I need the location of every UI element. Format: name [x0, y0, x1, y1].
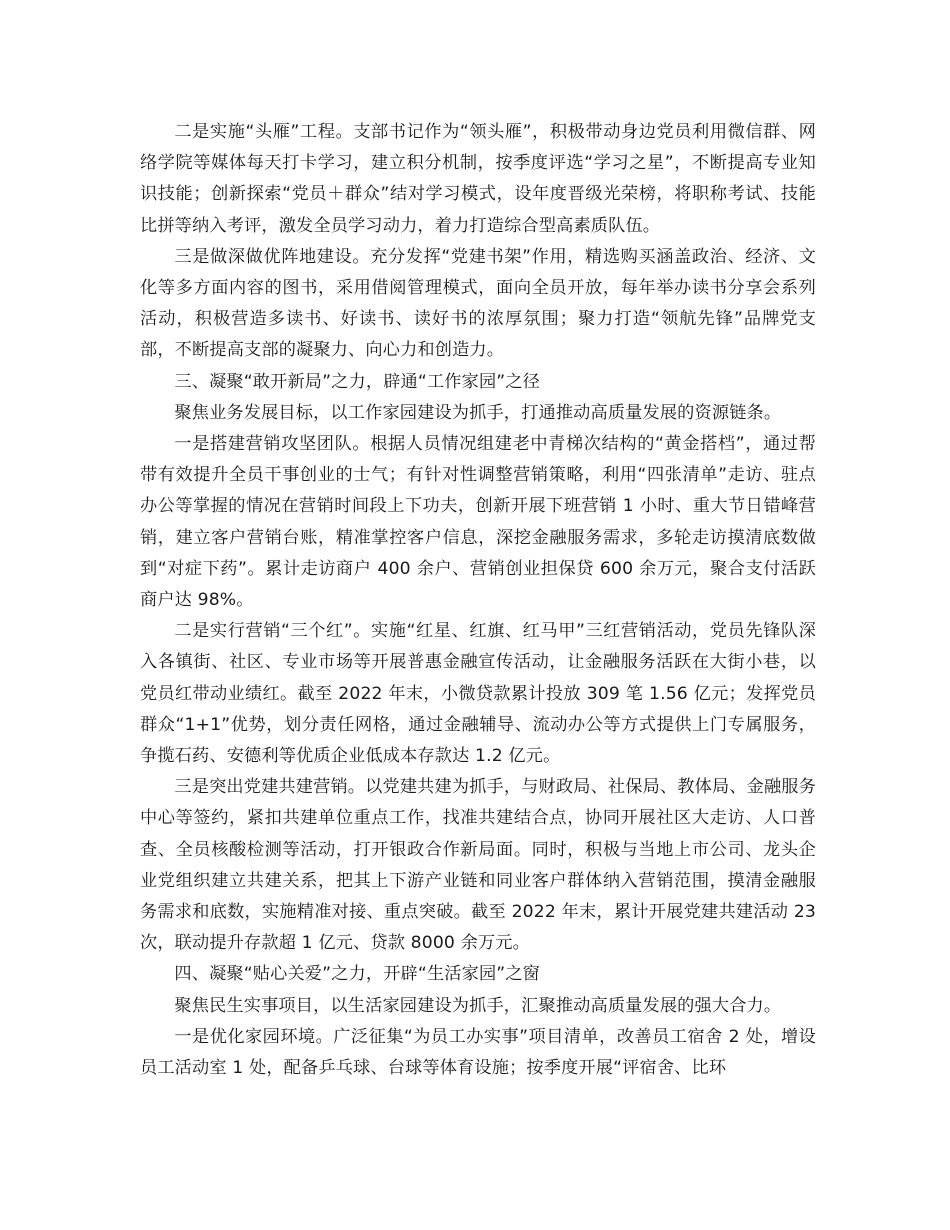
paragraph-home-environment: 一是优化家园环境。广泛征集“为员工办实事”项目清单，改善员工宿舍 2 处，增设员工活动室 1 处，配备乒乓球、台球等体育设施；按季度开展“评宿舍、比环 [140, 1026, 816, 1079]
document-body [140, 117, 816, 1084]
paragraph-toutou-project: 二是实施“头雁”工程。支部书记作为“领头雁”，积极带动身边党员利用微信群、网络学院等媒体每天打卡学习，建立积分机制，按季度评选“学习之星”，不断提高专业知识技能；创新探索“党员＋群众”结对学习模式，设年度晋级光荣榜，将职称考试、技能比拼等纳入考评，激发全员学习动力，着力打造综合型高素质队伍。 [140, 122, 816, 236]
paragraph-position-building: 三是做深做优阵地建设。充分发挥“党建书架”作用，精选购买涵盖政治、经济、文化等多方面内容的图书，采用借阅管理模式，面向全员开放，每年举办读书分享会系列活动，积极营造多读书、好读书、读好书的浓厚氛围；聚力打造“领航先锋”品牌党支部，不断提高支部的凝聚力、向心力和创造力。 [140, 246, 816, 361]
paragraph-three-red: 二是实行营销“三个红”。实施“红星、红旗、红马甲”三红营销活动，党员先锋队深入各镇街、社区、专业市场等开展普惠金融宣传活动，让金融服务活跃在大街小巷，以党员红带动业绩红。截至 2022 年末，小微贷款累计投放 309 笔 1.56 亿元；发挥党员群众“1+1”优势，划分责任网格，通过金融辅导、流动办公等方式提供上门专属服务，争揽石药、安德利等优质企业低成本存款达 1.2 亿元。 [140, 621, 816, 767]
paragraph-party-coconstruction: 三是突出党建共建营销。以党建共建为抓手，与财政局、社保局、教体局、金融服务中心等签约，紧扣共建单位重点工作，找准共建结合点，协同开展社区大走访、人口普查、全员核酸检测等活动，打开银政合作新局面。同时，积极与当地上市公司、龙头企业党组织建立共建关系，把其上下游产业链和同业客户群体纳入营销范围，摸清金融服务需求和底数，实施精准对接、重点突破。截至 2022 年末，累计开展党建共建活动 23 次，联动提升存款超 1 亿元、贷款 8000 余万元。 [140, 777, 816, 954]
paragraph-livelihood: 聚焦民生实事项目，以生活家园建设为抓手，汇聚推动高质量发展的强大合力。 [174, 995, 782, 1016]
section-heading-3: 三、凝聚“敢开新局”之力，辟通“工作家园”之径 [174, 371, 541, 392]
section-heading-4: 四、凝聚“贴心关爱”之力，开辟“生活家园”之窗 [174, 964, 541, 985]
paragraph-marketing-team: 一是搭建营销攻坚团队。根据人员情况组建老中青梯次结构的“黄金搭档”，通过帮带有效提升全员干事创业的士气；有针对性调整营销策略，利用“四张清单”走访、驻点办公等掌握的情况在营销时间段上下功夫，创新开展下班营销 1 小时、重大节日错峰营销，建立客户营销台账，精准掌控客户信息，深挖金融服务需求，多轮走访摸清底数做到“对症下药”。累计走访商户 400 余户、营销创业担保贷 600 余万元，聚合支付活跃商户达 98%。 [140, 434, 816, 611]
paragraph-business-goals: 聚焦业务发展目标，以工作家园建设为抓手，打通推动高质量发展的资源链条。 [174, 402, 782, 423]
